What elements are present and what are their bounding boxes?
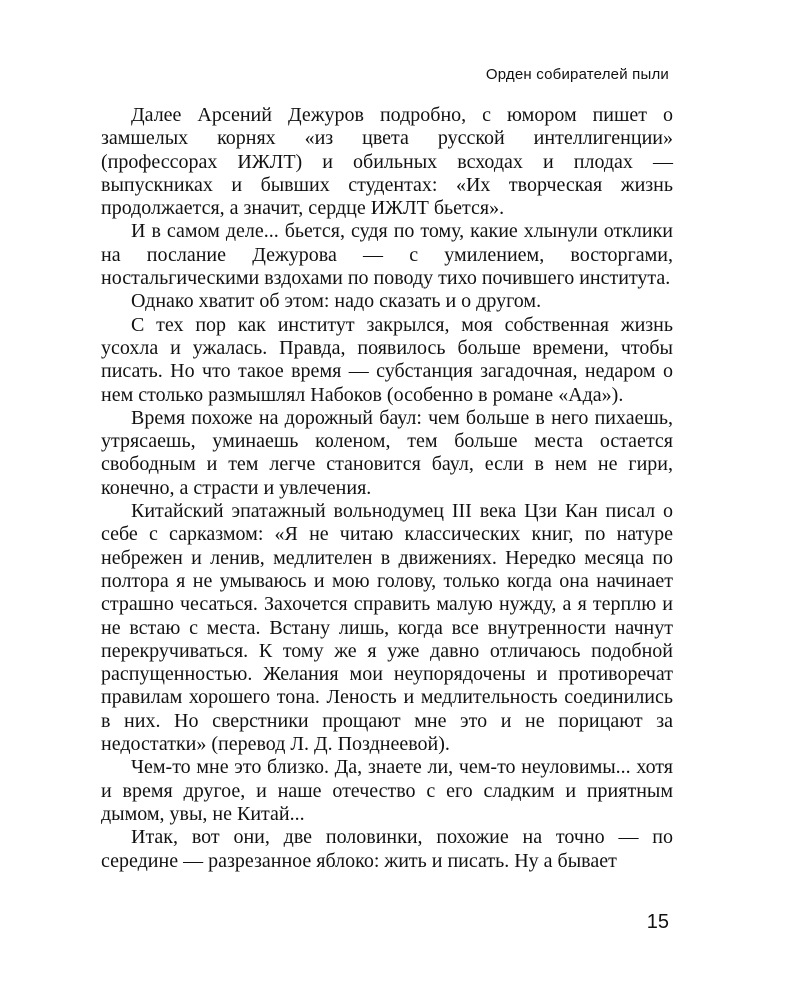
page-number: 15 bbox=[646, 911, 669, 933]
paragraph: Однако хватит об этом: надо сказать и о другом. bbox=[131, 290, 542, 313]
running-header: Орден собирателей пыли bbox=[485, 66, 669, 83]
paragraph: Итак, вот они, две половинки, похожие на точно — по середине — разрезанное яблоко: жить и писать. Ну а бывает bbox=[101, 826, 673, 872]
paragraph: И в самом деле... бьется, судя по тому, какие хлынули отклики на послание Дежурова — с умилением, восторгами, ностальгическими вздохами по поводу тихо почившего института. bbox=[101, 220, 673, 290]
body-text bbox=[101, 104, 673, 873]
paragraph: Далее Арсений Дежуров подробно, с юмором пишет о замшелых корнях «из цвета русской интеллигенции» (профессорах ИЖЛТ) и обильных всходах и плодах — выпускниках и бывших студентах: «Их творческая жизнь продолжается, а значит, сердце ИЖЛТ бьется». bbox=[101, 104, 673, 220]
paragraph: С тех пор как институт закрылся, моя собственная жизнь усохла и ужалась. Правда, появилось больше времени, чтобы писать. Но что такое время — субстанция загадочная, недаром о нем столько размышлял Набоков (особенно в романе «Ада»). bbox=[101, 313, 673, 406]
paragraph: Время похоже на дорожный баул: чем больше в него пихаешь, утрясаешь, уминаешь коленом, тем больше места остается свободным и тем легче становится баул, если в нем не гири, конечно, а страсти и увлечения. bbox=[101, 406, 673, 499]
paragraph: Китайский эпатажный вольнодумец III века Цзи Кан писал о себе с сарказмом: «Я не читаю классических книг, по натуре небрежен и ленив, медлителен в движениях. Нередко месяца по полтора я не умываюсь и мою голову, только когда она начинает страшно чесаться. Захочется справить малую нужду, а я терплю и не встаю с места. Встану лишь, когда все внутренности начнут перекручиваться. К тому же я уже давно отличаюсь подобной распущенностью. Желания мои неупорядочены и противоречат правилам хорошего тона. Леность и медлительность соединились в них. Но сверстники прощают мне это и не порицают за недостатки» (перевод Л. Д. Позднеевой). bbox=[101, 500, 673, 756]
paragraph: Чем-то мне это близко. Да, знаете ли, чем-то неуловимы... хотя и время другое, и наше отечество с его сладким и приятным дымом, увы, не Китай... bbox=[101, 756, 673, 825]
